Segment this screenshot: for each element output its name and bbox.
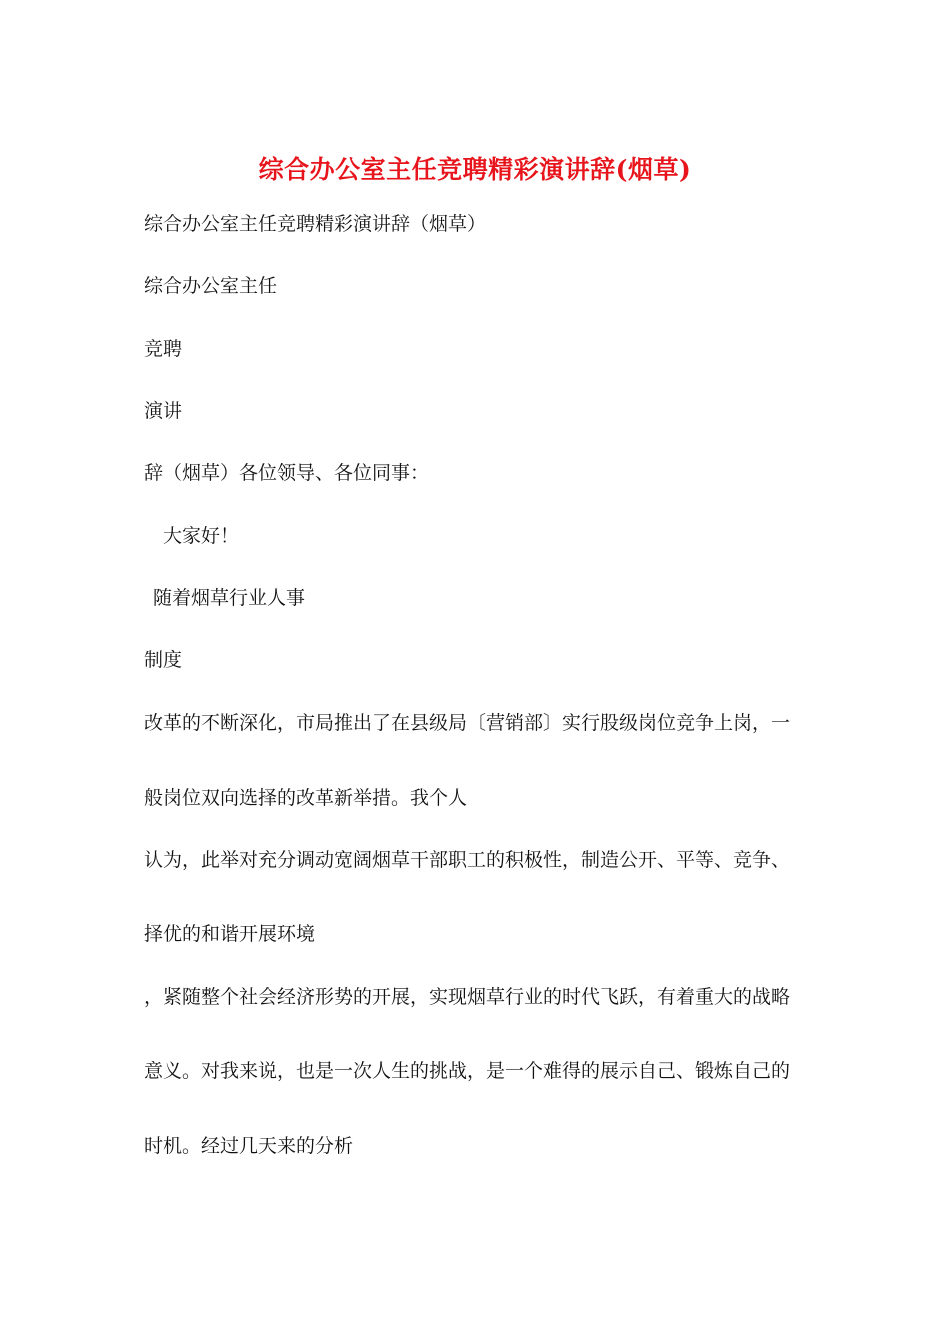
paragraph-line: 随着烟草行业人事 — [153, 587, 306, 609]
paragraph-line: 般岗位双向选择的改革新举措。我个人 — [144, 787, 468, 809]
paragraph-line: 认为，此举对充分调动宽阔烟草干部职工的积极性，制造公开、平等、竞争、 — [144, 849, 791, 871]
paragraph-line: 竞聘 — [144, 338, 183, 360]
paragraph-line: 大家好！ — [144, 525, 240, 547]
paragraph-line: 改革的不断深化，市局推出了在县级局〔营销部〕实行股级岗位竞争上岗，一 — [144, 712, 791, 734]
paragraph-line: 辞（烟草）各位领导、各位同事： — [144, 462, 430, 484]
paragraph-line: 制度 — [144, 649, 183, 671]
paragraph-line: 时机。经过几天来的分析 — [144, 1135, 354, 1157]
paragraph-line: 综合办公室主任竞聘精彩演讲辞（烟草） — [144, 213, 487, 235]
paragraph-line: ，紧随整个社会经济形势的开展，实现烟草行业的时代飞跃，有着重大的战略 — [144, 986, 791, 1008]
paragraph-line: 综合办公室主任 — [144, 275, 278, 297]
paragraph-line: 意义。对我来说，也是一次人生的挑战，是一个难得的展示自己、锻炼自己的 — [144, 1060, 791, 1082]
paragraph-line: 演讲 — [144, 400, 183, 422]
paragraph-line: 择优的和谐开展环境 — [144, 923, 316, 945]
document-title: 综合办公室主任竞聘精彩演讲辞(烟草) — [258, 155, 692, 184]
